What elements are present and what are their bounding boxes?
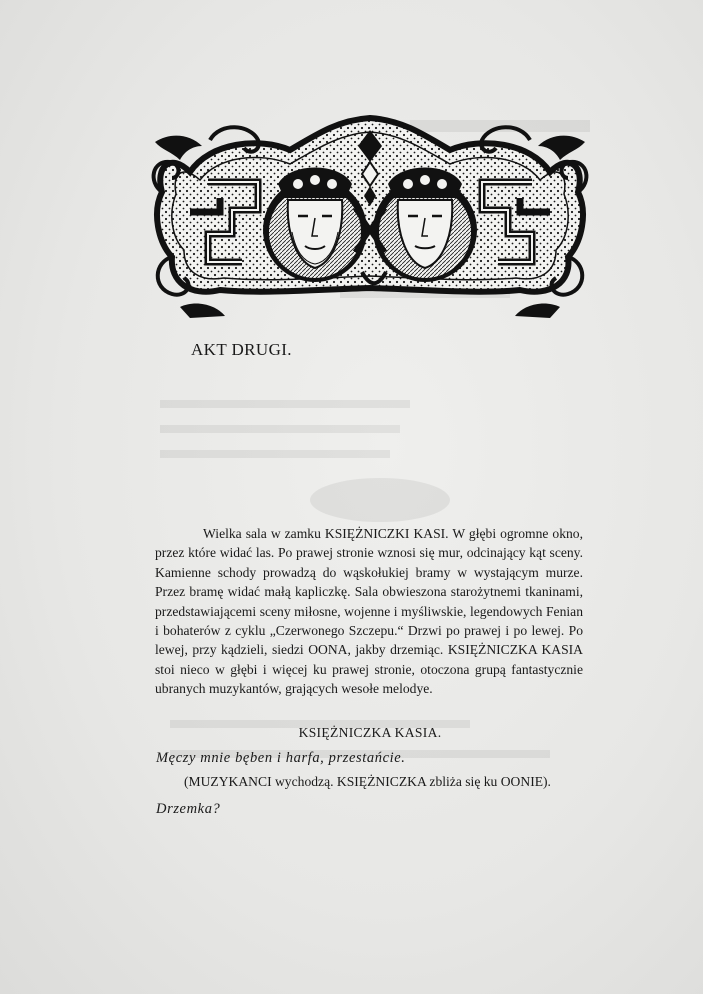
speaker-name: KSIĘŻNICZKA KASIA.	[298, 725, 442, 740]
right-face-icon	[373, 168, 477, 283]
stage-direction-line: (MUZYKANCI wychodzą. KSIĘŻNICZKA zbliża się ku OONIE).	[184, 774, 551, 789]
left-face-icon	[263, 168, 367, 283]
act-title: AKT DRUGI.	[191, 340, 292, 359]
header-ornament	[150, 112, 590, 322]
left-beast-icon	[155, 136, 202, 160]
right-beast-icon	[538, 136, 585, 160]
stage-direction-paragraph: Wielka sala w zamku KSIĘŻNICZKI KASI. W głębi ogromne okno, przez które widać las. Po prawej stronie wznosi się mur, odcinający kąt sceny. Kamienne schody prowadzą do wąskołukiej bramy w wystającym murze. Przez bramę widać małą kapliczkę. Sala obwieszona starożytnemi tkaninami, przedstawiającemi sceny miłosne, wojenne i myśliwskie, legendowych Fenian i bohaterów z cyklu „Czerwonego Szczepu.“ Drzwi po prawej i po lewej. Po lewej, przy kądzieli, siedzi OONA, jakby drzemiąc. KSIĘŻNICZKA KASIA stoi nieco w głębi i więcej ku prawej stronie, otoczona grupą fantastycznie ubranych muzykantów, grających wesołe melodye.	[155, 526, 583, 697]
dialogue-line: Drzemka?	[156, 801, 221, 817]
dialogue-line: Męczy mnie bęben i harfa, przestańcie.	[156, 750, 406, 766]
